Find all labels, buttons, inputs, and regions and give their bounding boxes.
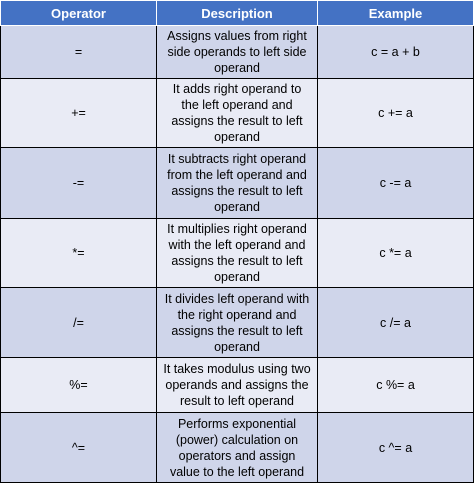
header-operator: Operator <box>1 1 157 26</box>
table-row <box>1 219 474 288</box>
operator-cell: += <box>1 79 157 148</box>
header-description: Description <box>157 1 318 26</box>
example-cell: c %= a <box>318 358 474 413</box>
example-cell: c ^= a <box>318 413 474 483</box>
table-row <box>1 358 474 413</box>
table-row <box>1 413 474 483</box>
table-row <box>1 288 474 358</box>
description-cell: It divides left operand with the right operand and assigns the result to left operand <box>157 288 318 358</box>
header-example: Example <box>318 1 474 26</box>
example-cell: c = a + b <box>318 26 474 79</box>
description-cell: Performs exponential (power) calculation on operators and assign value to the left operand <box>157 413 318 483</box>
operator-cell: = <box>1 26 157 79</box>
description-cell: It takes modulus using two operands and assigns the result to left operand <box>157 358 318 413</box>
example-cell: c *= a <box>318 219 474 288</box>
table-row <box>1 148 474 219</box>
table-row <box>1 26 474 79</box>
description-cell: It adds right operand to the left operand and assigns the result to left operand <box>157 79 318 148</box>
operator-cell: ^= <box>1 413 157 483</box>
table-row <box>1 79 474 148</box>
operator-cell: -= <box>1 148 157 219</box>
example-cell: c -= a <box>318 148 474 219</box>
description-cell: It subtracts right operand from the left operand and assigns the result to left operand <box>157 148 318 219</box>
example-cell: c += a <box>318 79 474 148</box>
header-row <box>1 1 474 26</box>
operator-cell: /= <box>1 288 157 358</box>
example-cell: c /= a <box>318 288 474 358</box>
description-cell: Assigns values from right side operands to left side operand <box>157 26 318 79</box>
description-cell: It multiplies right operand with the left operand and assigns the result to left operand <box>157 219 318 288</box>
operator-cell: %= <box>1 358 157 413</box>
operator-cell: *= <box>1 219 157 288</box>
